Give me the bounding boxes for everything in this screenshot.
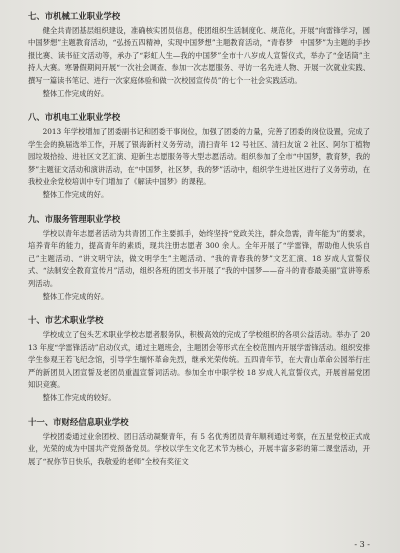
section-8: [28, 111, 370, 201]
section-paragraph: 学校团委通过业余团校、团日活动凝聚青年，有 5 名优秀团员青年顺利通过考察，在五星党校正式成业，光荣的成为中国共产党预备党员。学校以学生文化艺术节为核心，开展丰富多彩的第二课堂活动，开展了“祝你节日快乐，我敬爱的老师”全校有奖征文: [28, 431, 370, 466]
section-closing: 整体工作完成的好。: [42, 190, 109, 200]
section-title: 十、市艺术职业学校: [28, 315, 104, 326]
section-7: [28, 10, 370, 100]
section-paragraph: 2013 年学校增加了团委副书记和团委干事岗位，加强了团委的力量，完善了团委的岗位设置，完成了学生会的换届选举工作，开展了银海新村义务劳动，清扫青年 12 号社区、清扫友谊 2 社区、阿尔丁植物园垃圾拾捡、进社区文艺汇演、迎新生志愿服务等大型志愿活动。组织参加了全市“中国梦，教育梦，我的梦”主题征文活动和演讲活动，在“中国梦，社区梦，我的梦”活动中，组织学生进社区进行了义务劳动，在我校业余党校培训中专门增加了《解读中国梦》的课程。: [28, 127, 370, 187]
section-paragraph: 学校以青年志愿者活动为共青团工作主要抓手，始终坚持“党政关注，群众急需，青年能为”的要求，培养青年的能力，提高青年的素质，现共注册志愿者 300 余人。全年开展了“学雷锋，帮助他人快乐自己”主题活动、“讲文明守法，做文明学生”主题活动、“我的青春我的梦”文艺汇演、18 岁成人宣誓仪式、“法制安全教育宣传月”活动，组织各班的团支书开展了“我的中国梦——奋斗的青春最美丽”宣讲等系列活动。: [28, 228, 370, 288]
section-paragraph: 学校成立了包头艺术职业学校志愿者服务队，积极高效的完成了学校组织的各项公益活动。举办了 2013 年度“学雷锋活动”启动仪式，通过主题班会，主题团会等形式在全校范围内开展学雷锋活动。组织安排学生参观王若飞纪念馆，引导学生缅怀革命先烈，继承光荣传统。五四青年节，在大青山革命公园举行庄严的新团员入团宣誓及老团员重温宣誓词活动。参加全市中职学校 18 岁成人礼宣誓仪式，开展首届党团知识竞赛。: [28, 330, 370, 389]
section-9: [28, 213, 370, 303]
section-closing: 整体工作完成的较好。: [42, 393, 116, 403]
section-title: 七、市机械工业职业学校: [28, 11, 121, 21]
section-paragraph: 健全共青团基层组织建设，准确核实团员信息，使团组织生活制度化、规范化，开展“向雷锋学习，圆中国梦想”主题教育活动，“弘扬五四精神，实现中国梦想”主题教育活动，“青春梦 中国梦”为主题的手抄报比赛、读书征文活动等，承办了“彩虹人生—我的中国梦”全市十八岁成人宣誓仪式，举办了“金话筒”主持人大赛。寒暑假期间开展“一次社会调查、参加一次志愿服务、寻访一名先进人物、开展一次就业实践、撰写一篇读书笔记、进行一次家庭体验和做一次校园宣传员”的七个一社会实践活动。: [28, 26, 370, 85]
section-closing: 整体工作完成的好。: [42, 291, 109, 301]
section-11: [28, 416, 370, 468]
section-10: [28, 314, 370, 404]
section-closing: 整体工作完成的好。: [42, 89, 109, 99]
page-number: - 3 -: [354, 540, 370, 549]
section-title: 八、市机电工业职业学校: [28, 112, 121, 123]
section-title: 九、市服务管理职业学校: [28, 213, 121, 224]
section-title: 十一、市财经信息职业学校: [28, 416, 129, 427]
